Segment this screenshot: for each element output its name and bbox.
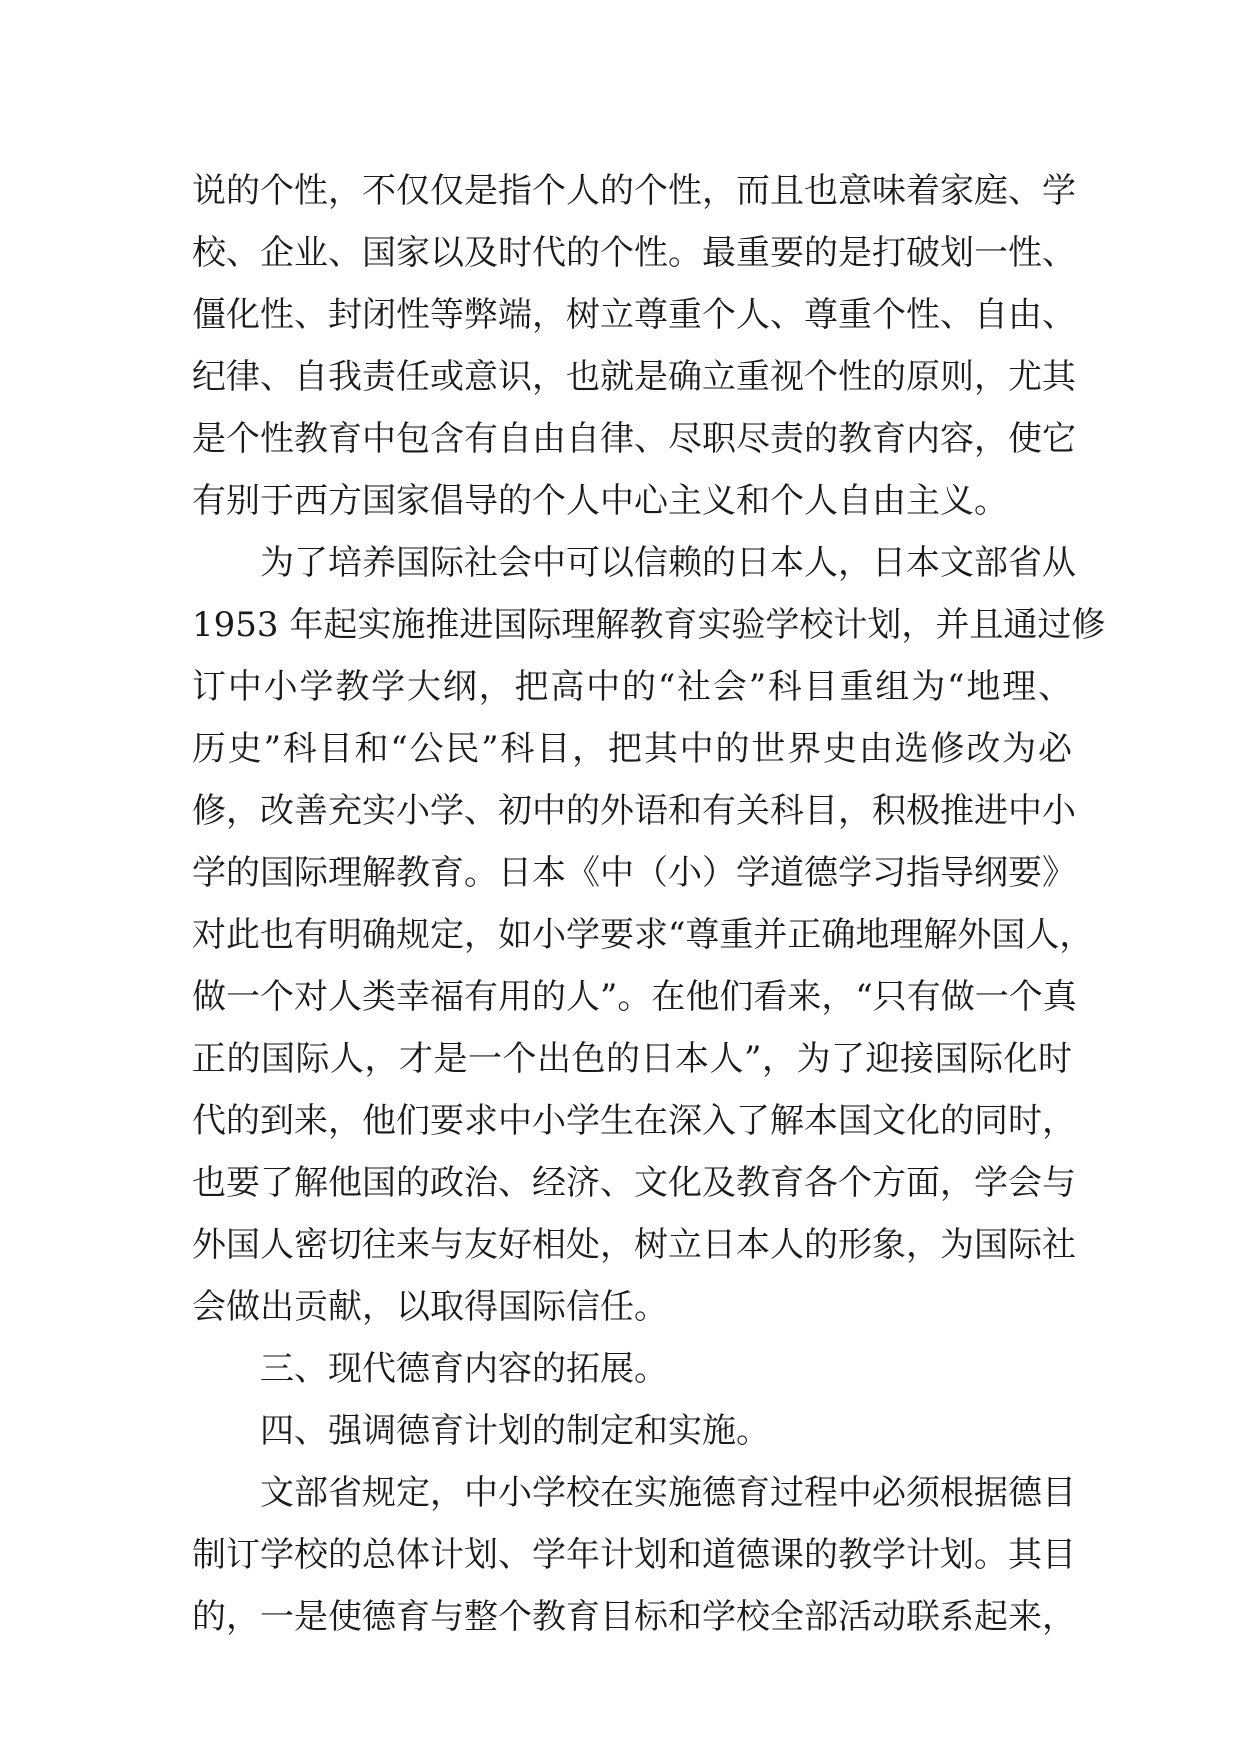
text-line: 1953 年起实施推进国际理解教育实验学校计划，并且通过修 [192,605,1106,645]
text-line: 也要了解他国的政治、经济、文化及教育各个方面，学会与 [192,1163,1076,1203]
text-line: 订中小学教学大纲，把高中的“社会”科目重组为“地理、 [192,667,1072,707]
text-line: 的，一是使德育与整个教育目标和学校全部活动联系起来， [192,1597,1076,1637]
text-line: 正的国际人，才是一个出色的日本人”，为了迎接国际化时 [192,1039,1072,1079]
text-line: 四、强调德育计划的制定和实施。 [260,1411,770,1451]
text-line: 有别于西方国家倡导的个人中心主义和个人自由主义。 [192,481,1008,521]
para-international-education [192,532,1106,1338]
text-line: 制订学校的总体计划、学年计划和道德课的教学计划。其目 [192,1535,1076,1575]
text-line: 说的个性，不仅仅是指个人的个性，而且也意味着家庭、学 [192,171,1076,211]
text-line: 三、现代德育内容的拓展。 [260,1349,668,1389]
para-individuality [192,160,1076,532]
para-moral-plan [192,1462,1076,1648]
body-text [192,160,1106,1648]
text-line: 会做出贡献，以取得国际信任。 [192,1287,668,1327]
text-line: 对此也有明确规定，如小学要求“尊重并正确地理解外国人， [192,915,1094,955]
text-line: 修，改善充实小学、初中的外语和有关科目，积极推进中小 [192,791,1076,831]
text-line: 外国人密切往来与友好相处，树立日本人的形象，为国际社 [192,1225,1076,1265]
text-line: 校、企业、国家以及时代的个性。最重要的是打破划一性、 [192,233,1076,273]
heading-three [192,1338,1072,1400]
heading-four [192,1400,1072,1462]
text-line: 代的到来，他们要求中小学生在深入了解本国文化的同时， [192,1101,1076,1141]
text-line: 纪律、自我责任或意识，也就是确立重视个性的原则，尤其 [192,357,1076,397]
text-line: 僵化性、封闭性等弊端，树立尊重个人、尊重个性、自由、 [192,295,1076,335]
text-line: 文部省规定，中小学校在实施德育过程中必须根据德目 [260,1473,1076,1513]
text-line: 学的国际理解教育。日本《中（小）学道德学习指导纲要》 [192,853,1076,893]
text-line: 历史”科目和“公民”科目，把其中的世界史由选修改为必 [192,729,1072,769]
text-line: 是个性教育中包含有自由自律、尽职尽责的教育内容，使它 [192,419,1076,459]
text-line: 为了培养国际社会中可以信赖的日本人，日本文部省从 [260,543,1076,583]
text-line: 做一个对人类幸福有用的人”。在他们看来，“只有做一个真 [192,977,1077,1017]
